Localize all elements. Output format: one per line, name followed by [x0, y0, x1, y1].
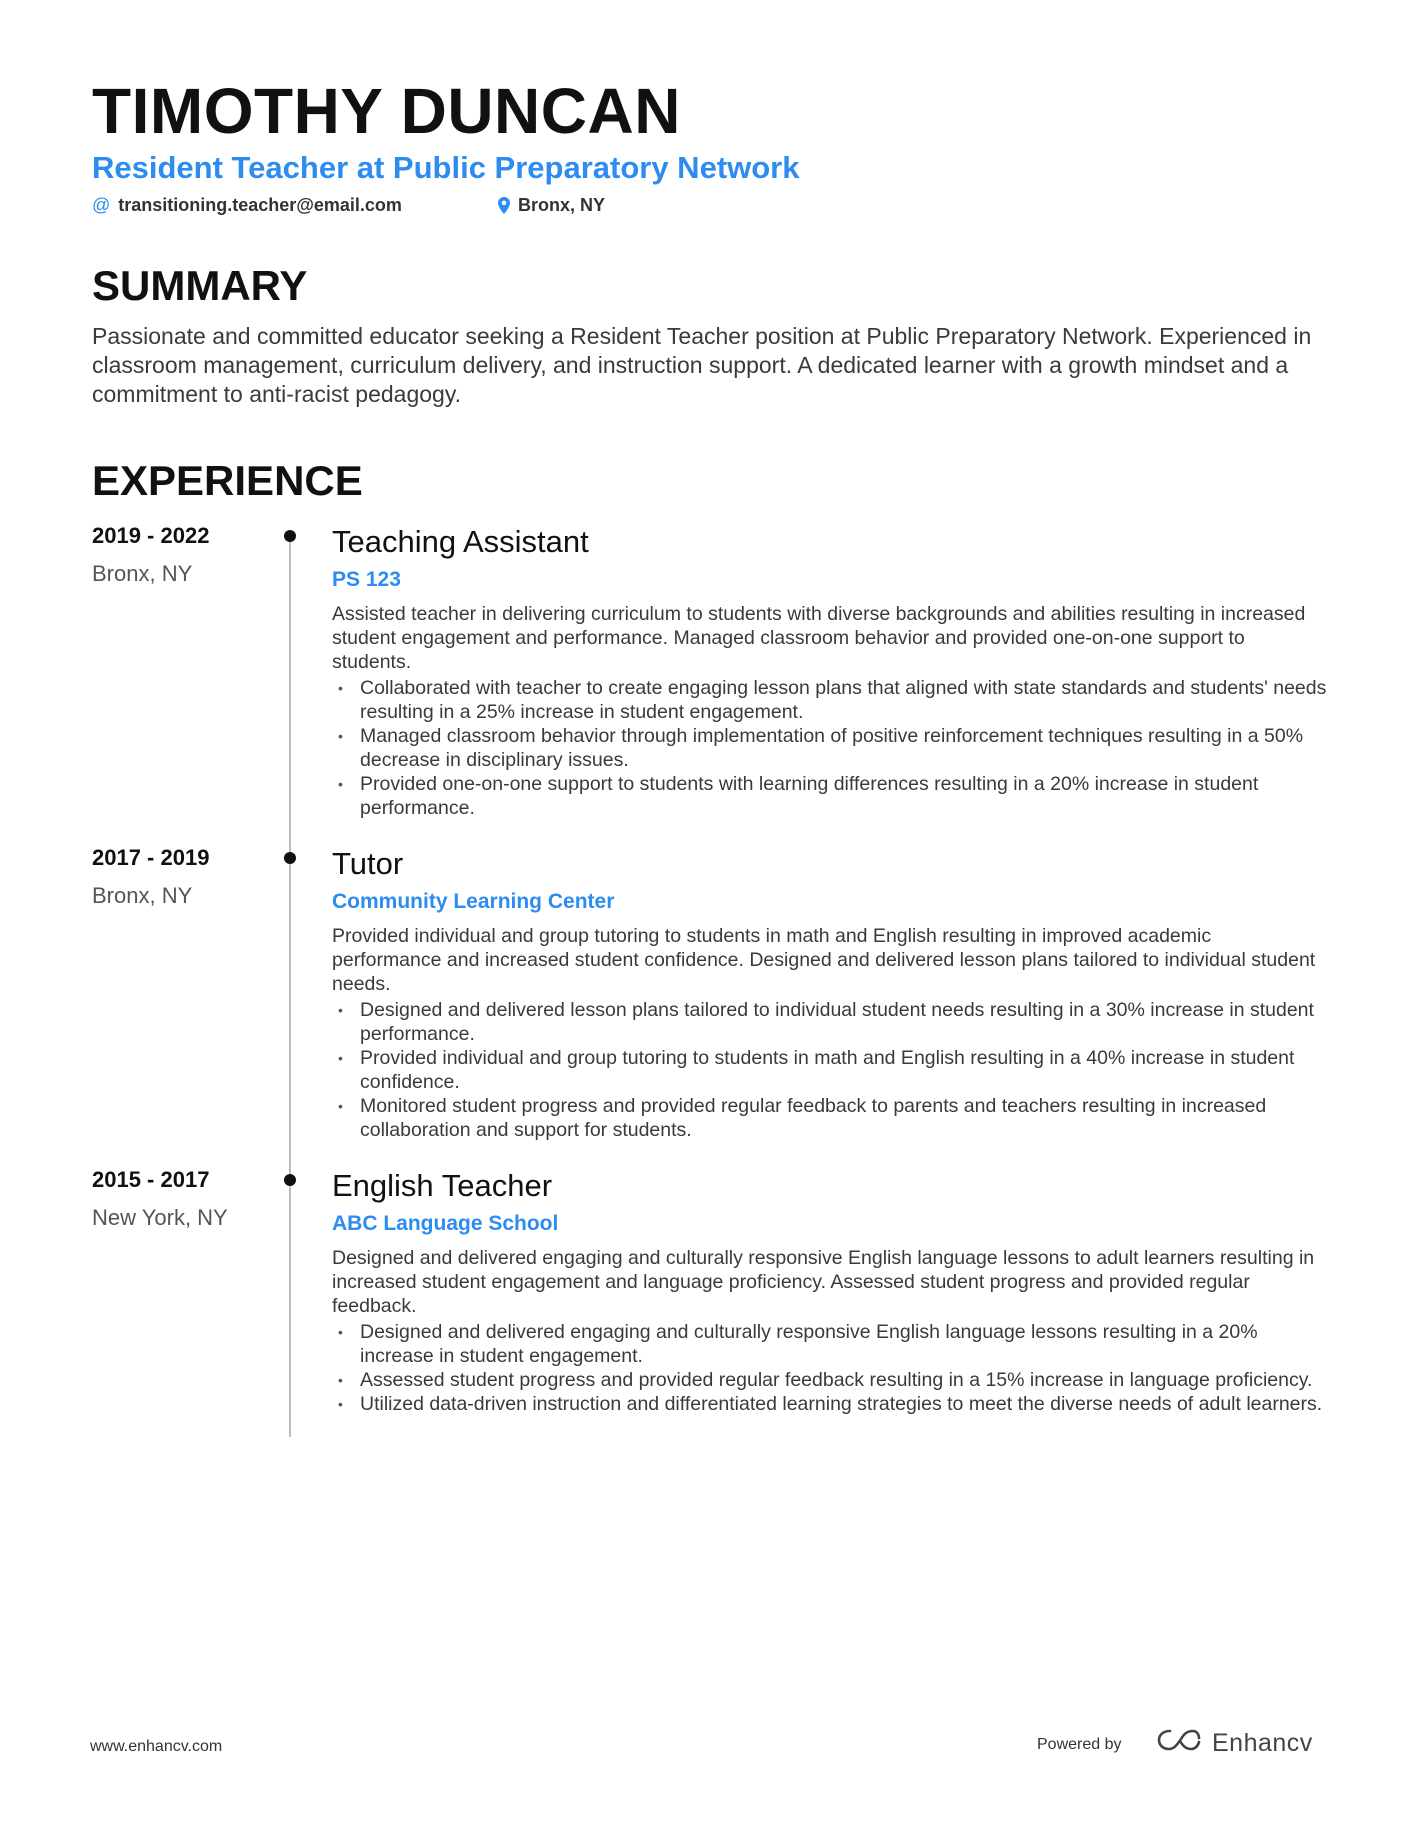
bullet-icon: •: [338, 1050, 343, 1066]
at-sign-icon: @: [92, 195, 111, 215]
entry-role: Teaching Assistant: [332, 524, 589, 559]
timeline-dot: [284, 852, 296, 864]
contact-email[interactable]: [92, 194, 402, 216]
timeline-dot: [284, 530, 296, 542]
bullet-item: [332, 1094, 1332, 1142]
brand-name: Enhancv: [1212, 1728, 1313, 1757]
bullet-item: [332, 772, 1332, 820]
footer-brand-logo[interactable]: [1156, 1727, 1313, 1758]
bullet-text: Managed classroom behavior through implementation of positive reinforcement techniques resulting in a 50% decrease in disciplinary issues.: [360, 725, 1304, 771]
entry-company: PS 123: [332, 568, 401, 591]
experience-heading: EXPERIENCE: [92, 457, 363, 504]
bullet-icon: •: [338, 1372, 343, 1388]
entry-role: Tutor: [332, 846, 404, 881]
entry-dates: 2019 - 2022: [92, 523, 210, 548]
bullet-icon: •: [338, 1396, 343, 1412]
bullet-icon: •: [338, 1098, 343, 1114]
bullet-text: Designed and delivered lesson plans tailored to individual student needs resulting in a 30% increase in student performance.: [360, 999, 1314, 1045]
email-text: transitioning.teacher@email.com: [118, 195, 402, 215]
summary-text: Passionate and committed educator seeking a Resident Teacher position at Public Preparatory Network. Experienced in classroom management, curriculum delivery, and instruction support. A dedicated learner with a growth mindset and a commitment to anti-racist pedagogy.: [92, 323, 1312, 407]
location-pin-icon: [498, 197, 510, 214]
bullet-item: [332, 1320, 1332, 1368]
footer-url[interactable]: www.enhancv.com: [90, 1738, 223, 1755]
entry-company: ABC Language School: [332, 1212, 559, 1235]
entry-description: Assisted teacher in delivering curriculum to students with diverse backgrounds and abilities resulting in increased student engagement and performance. Managed classroom behavior and provided one-on-one support to students.: [332, 603, 1306, 673]
bullet-item: [332, 1368, 1332, 1392]
candidate-title: Resident Teacher at Public Preparatory Network: [92, 150, 800, 185]
timeline-line: [289, 532, 291, 1437]
entry-role: English Teacher: [332, 1168, 553, 1203]
bullet-icon: •: [338, 1324, 343, 1340]
entry-location: Bronx, NY: [92, 561, 193, 586]
bullet-icon: •: [338, 1002, 343, 1018]
entry-company: Community Learning Center: [332, 890, 615, 913]
contact-location: [498, 194, 605, 216]
bullet-icon: •: [338, 776, 343, 792]
bullet-text: Collaborated with teacher to create engaging lesson plans that aligned with state standards and students' needs resulting in a 25% increase in student engagement.: [360, 677, 1327, 723]
bullet-icon: •: [338, 680, 343, 696]
entry-location: Bronx, NY: [92, 883, 193, 908]
bullet-item: [332, 676, 1332, 724]
entry-dates: 2017 - 2019: [92, 845, 210, 870]
entry-description: Designed and delivered engaging and culturally responsive English language lessons to adult learners resulting in increased student engagement and language proficiency. Assessed student progress and provided regular feedback.: [332, 1247, 1315, 1317]
entry-dates: 2015 - 2017: [92, 1167, 210, 1192]
bullet-text: Monitored student progress and provided regular feedback to parents and teachers resulting in increased collaboration and support for students.: [360, 1095, 1267, 1141]
bullet-item: [332, 724, 1332, 772]
location-text: Bronx, NY: [518, 195, 606, 215]
entry-bullets: [332, 1320, 1332, 1416]
footer-powered-by: Powered by: [1037, 1736, 1122, 1753]
entry-bullets: [332, 998, 1332, 1142]
bullet-text: Utilized data-driven instruction and differentiated learning strategies to meet the diverse needs of adult learners.: [360, 1393, 1323, 1415]
bullet-icon: •: [338, 728, 343, 744]
enhancv-logo-icon: [1156, 1727, 1202, 1758]
bullet-text: Assessed student progress and provided regular feedback resulting in a 15% increase in language proficiency.: [360, 1369, 1313, 1391]
entry-bullets: [332, 676, 1332, 820]
timeline-dot: [284, 1174, 296, 1186]
bullet-item: [332, 1392, 1332, 1416]
bullet-text: Designed and delivered engaging and culturally responsive English language lessons resulting in a 20% increase in student engagement.: [360, 1321, 1258, 1367]
summary-heading: SUMMARY: [92, 262, 308, 309]
bullet-text: Provided one-on-one support to students with learning differences resulting in a 20% increase in student performance.: [360, 773, 1259, 819]
bullet-item: [332, 1046, 1332, 1094]
entry-location: New York, NY: [92, 1205, 228, 1230]
bullet-item: [332, 998, 1332, 1046]
candidate-name: TIMOTHY DUNCAN: [92, 75, 681, 147]
bullet-text: Provided individual and group tutoring to students in math and English resulting in a 40% increase in student confidence.: [360, 1047, 1295, 1093]
entry-description: Provided individual and group tutoring to students in math and English resulting in improved academic performance and increased student confidence. Designed and delivered lesson plans tailored to individual student needs.: [332, 925, 1316, 995]
